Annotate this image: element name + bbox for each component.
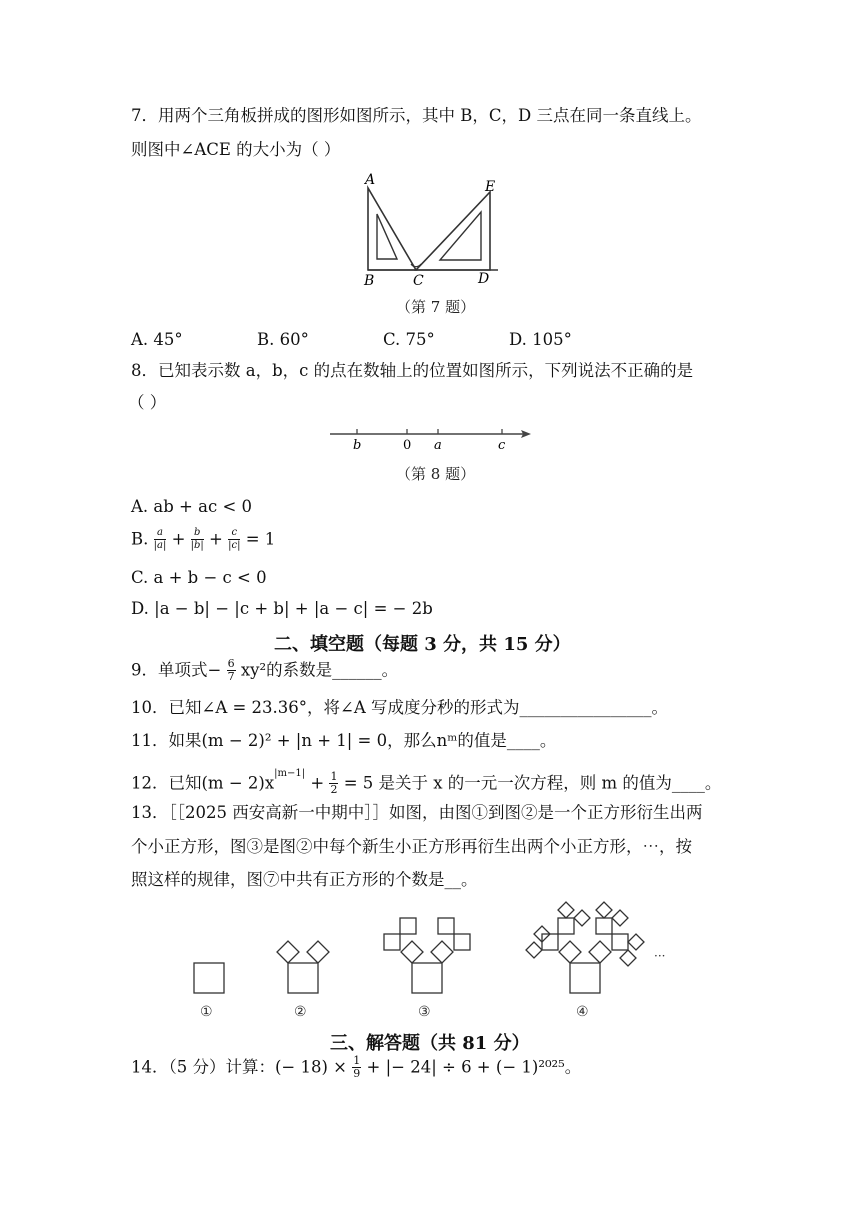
q13-line2: 个小正方形，图③是图②中每个新生小正方形再衍生出两个小正方形，⋯，按 (131, 837, 692, 856)
q7-triangle-figure (358, 172, 508, 287)
q8-option-d: D. |a − b| − |c + b| + |a − c| = − 2b (131, 599, 433, 618)
q14-fraction: $\frac{1}{9}$ (353, 1054, 361, 1080)
axis-label-c: c (498, 438, 506, 453)
q13-square-tree-figure (180, 900, 670, 1020)
q10: 10．已知∠A = 23.36°，将∠A 写成度分秒的形式为________________。 (131, 698, 669, 717)
q9: 9．单项式− $\frac{6}{7}$ xy²的系数是______。 (131, 657, 399, 683)
left-triangle (368, 188, 416, 270)
q8-line2: （ ） (128, 393, 167, 412)
axis-label-b: b (353, 438, 362, 453)
q7-line1: 7．用两个三角板拼成的图形如图所示，其中 B，C，D 三点在同一条直线上。 (131, 106, 702, 125)
q7-line2: 则图中∠ACE 的大小为（ ） (131, 140, 341, 159)
figure-label-2: ② (294, 1004, 307, 1020)
q12-fraction: $\frac{1}{2}$ (330, 770, 338, 796)
q7-option-c: C. 75° (383, 330, 435, 349)
figure-label-3: ③ (418, 1004, 431, 1020)
label-D: D (478, 271, 490, 287)
fraction-a: $\frac{a}{|a|}$ (153, 527, 167, 551)
right-triangle-inner (440, 212, 481, 260)
q13-line3: 照这样的规律，图⑦中共有正方形的个数是__。 (131, 870, 478, 889)
q8-number-line (328, 424, 538, 454)
figure-ellipsis: ··· (654, 949, 666, 963)
label-A: A (365, 172, 376, 188)
fraction-c: $\frac{c}{|c|}$ (228, 527, 241, 551)
q12: 12．已知$(m - 2)x^{|m-1|}$ + $\frac{1}{2}$ = 5 是关于 x 的一元一次方程，则 m 的值为____。 (131, 768, 722, 796)
q8-line1: 8．已知表示数 a，b，c 的点在数轴上的位置如图所示，下列说法不正确的是 (131, 361, 694, 380)
section-3-heading: 三、解答题（共 81 分） (330, 1033, 530, 1054)
q8-caption: （第 8 题） (396, 465, 476, 483)
figure-label-4: ④ (576, 1004, 589, 1020)
q9-fraction: $\frac{6}{7}$ (227, 657, 235, 683)
fraction-b: $\frac{b}{|b|}$ (190, 527, 204, 551)
q14: 14．（5 分）计算：(− 18) × $\frac{1}{9}$ + |− 24| ÷ 6 + (− 1)²⁰²⁵。 (131, 1054, 582, 1080)
axis-label-a: a (434, 438, 442, 453)
q8-option-a: A. ab + ac < 0 (131, 497, 253, 516)
label-C: C (413, 273, 424, 287)
q7-caption: （第 7 题） (396, 298, 476, 316)
q7-option-b: B. 60° (257, 330, 309, 349)
q8-option-c: C. a + b − c < 0 (131, 568, 267, 587)
axis-label-zero: 0 (403, 438, 412, 453)
q13-line1: 13．［［2025 西安高新一中期中］］如图，由图①到图②是一个正方形衍生出两 (131, 803, 703, 822)
section-2-heading: 二、填空题（每题 3 分，共 15 分） (274, 634, 571, 655)
q7-option-d: D. 105° (509, 330, 572, 349)
q8-option-b: B. $\frac{a}{|a|}$ + $\frac{b}{|b|}$ + $\frac{c}{|c|}$ = 1 (131, 527, 276, 551)
figure-label-1: ① (200, 1004, 213, 1020)
q11: 11．如果(m − 2)² + |n + 1| = 0，那么nᵐ的值是____。 (131, 731, 557, 750)
q7-option-a: A. 45° (131, 330, 183, 349)
right-triangle (416, 192, 490, 270)
label-B: B (364, 273, 375, 287)
label-E: E (485, 179, 496, 195)
